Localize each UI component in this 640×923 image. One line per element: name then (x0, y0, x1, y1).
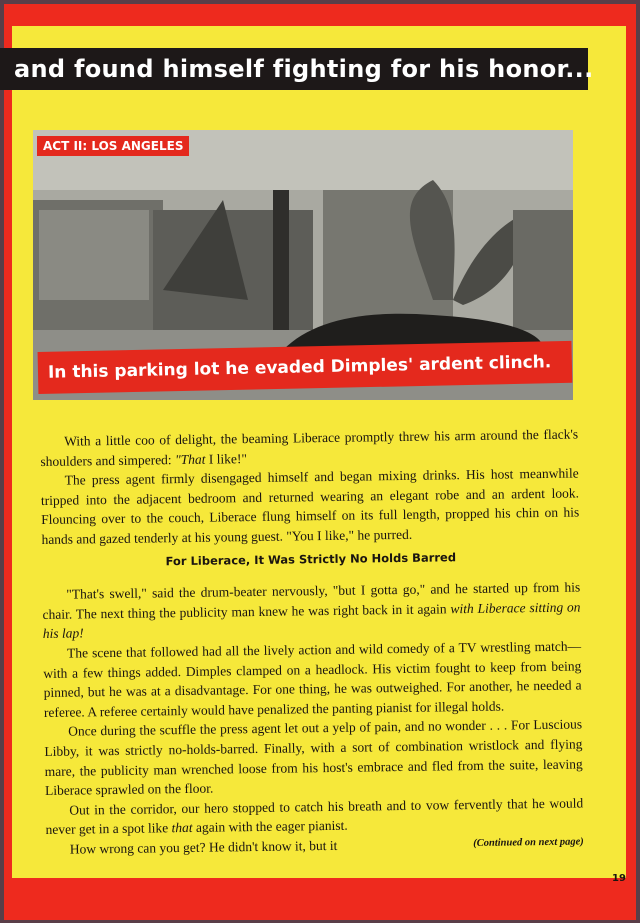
paragraph: The scene that followed had all the lively action and wild comedy of a TV wrestling match—with a few things added. Dimples clamped on a headlock. His victim fought to keep from being pinned, but he was at a disadvantage. For one thing, he was outweighed. For another, he needed a referee. A referee certainly would have penalized the panting pianist for illegal holds. (43, 638, 582, 720)
paragraph: With a little coo of delight, the beaming Liberace promptly threw his arm around the flack's shoulders and simpered: "That I like!" (40, 426, 579, 469)
paragraph: Out in the corridor, our hero stopped to catch his breath and to vow fervently that he would never get in a spot like that again with the eager pianist. (45, 795, 584, 838)
act-label: ACT II: LOS ANGELES (37, 136, 189, 156)
photo-caption: In this parking lot he evaded Dimples' ardent clinch. (38, 341, 573, 394)
headline-banner: and found himself fighting for his honor... (0, 48, 588, 90)
section-subhead: For Liberace, It Was Strictly No Holds Barred (165, 549, 457, 568)
continued-note: (Continued on next page) (473, 836, 584, 849)
page-number: 19 (612, 873, 626, 884)
paragraph: "That's swell," said the drum-beater nervously, "but I gotta go," and he started up from his chair. The next thing the publicity man knew he was right back in it again with Liberace sitting on his lap! (42, 579, 581, 642)
paragraph: Once during the scuffle the press agent let out a yelp of pain, and no wonder . . . For Luscious Libby, it was strictly no-holds-barred. Finally, with a sort of combination wristlock and flying mare, the publicity man wrenched loose from his host's embrace and fled from the suite, leaving Liberace sprawled on the floor. (44, 716, 583, 799)
paragraph: The press agent firmly disengaged himself and began mixing drinks. His host meanwhile tripped into the adjacent bedroom and returned wearing an elegant robe and an ardent look. Flouncing over to the couch, Liberace flung himself on its full length, propped his chin on his hands and gazed tenderly at his young guest. "You I like," he purred. (40, 465, 580, 547)
paragraph: How wrong can you get? He didn't know it, but it (Continued on next page) (46, 832, 584, 859)
article-body (40, 424, 584, 859)
